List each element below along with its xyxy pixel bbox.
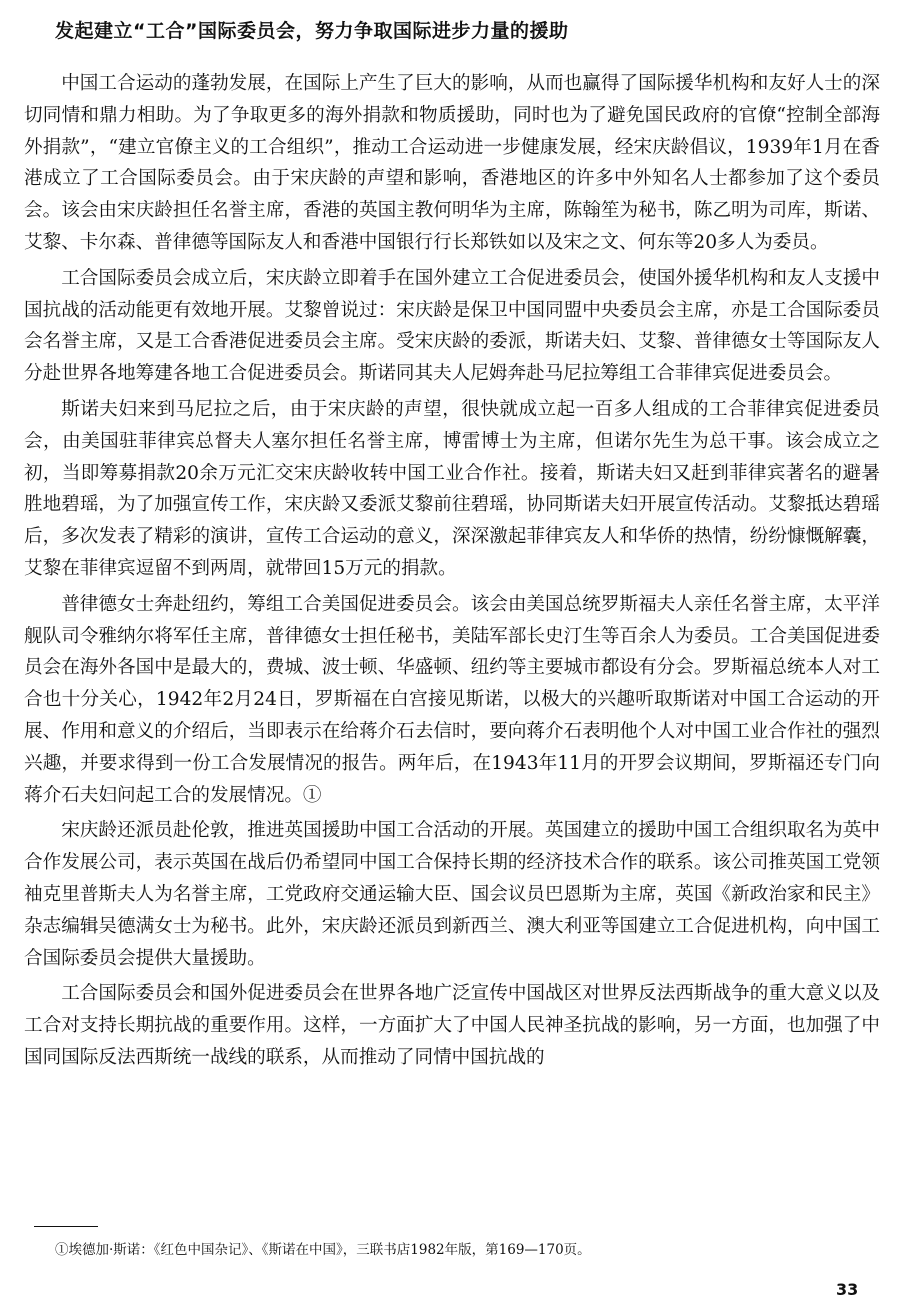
paragraph-6: 工合国际委员会和国外促进委员会在世界各地广泛宣传中国战区对世界反法西斯战争的重大意义以及工合对支持长期抗战的重要作用。这样，一方面扩大了中国人民神圣抗战的影响，另一方面，也加强了中国同国际反法西斯统一战线的联系，从而推动了同情中国抗战的	[24, 983, 880, 1068]
paragraph-5: 宋庆龄还派员赴伦敦，推进英国援助中国工合活动的开展。英国建立的援助中国工合组织取名为英中合作发展公司，表示英国在战后仍希望同中国工合保持长期的经济技术合作的联系。该公司推英国工党领袖克里普斯夫人为名誉主席，工党政府交通运输大臣、国会议员巴恩斯为主席，英国《新政治家和民主》杂志编辑吴德满女士为秘书。此外，宋庆龄还派员到新西兰、澳大利亚等国建立工合促进机构，向中国工合国际委员会提供大量援助。	[24, 820, 880, 969]
section-heading: 发起建立“工合”国际委员会，努力争取国际进步力量的援助	[55, 20, 569, 42]
page-number: 33	[836, 1280, 859, 1299]
paragraph-3: 斯诺夫妇来到马尼拉之后，由于宋庆龄的声望，很快就成立起一百多人组成的工合菲律宾促进委员会，由美国驻菲律宾总督夫人塞尔担任名誉主席，博雷博士为主席，但诺尔先生为总干事。该会成立之初，当即筹募捐款20余万元汇交宋庆龄收转中国工业合作社。接着，斯诺夫妇又赶到菲律宾著名的避暑胜地碧瑶，为了加强宣传工作，宋庆龄又委派艾黎前往碧瑶，协同斯诺夫妇开展宣传活动。艾黎抵达碧瑶后，多次发表了精彩的演讲，宣传工合运动的意义，深深激起菲律宾友人和华侨的热情，纷纷慷慨解囊，艾黎在菲律宾逗留不到两周，就带回15万元的捐款。	[24, 398, 880, 579]
body-text	[24, 68, 880, 1078]
paragraph-4: 普律德女士奔赴纽约，筹组工合美国促进委员会。该会由美国总统罗斯福夫人亲任名誉主席，太平洋舰队司令雅纳尔将军任主席，普律德女士担任秘书，美陆军部长史汀生等百余人为委员。工合美国促进委员会在海外各国中是最大的，费城、波士顿、华盛顿、纽约等主要城市都设有分会。罗斯福总统本人对工合也十分关心，1942年2月24日，罗斯福在白宫接见斯诺，以极大的兴趣听取斯诺对中国工合运动的开展、作用和意义的介绍后，当即表示在给蒋介石去信时，要向蒋介石表明他个人对中国工业合作社的强烈兴趣，并要求得到一份工合发展情况的报告。两年后，在1943年11月的开罗会议期间，罗斯福还专门向蒋介石夫妇问起工合的发展情况。①	[24, 593, 880, 806]
paragraph-1: 中国工合运动的蓬勃发展，在国际上产生了巨大的影响，从而也赢得了国际援华机构和友好人士的深切同情和鼎力相助。为了争取更多的海外捐款和物质援助，同时也为了避免国民政府的官僚“控制全部海外捐款”，“建立官僚主义的工合组织”，推动工合运动进一步健康发展，经宋庆龄倡议，1939年1月在香港成立了工合国际委员会。由于宋庆龄的声望和影响，香港地区的许多中外知名人士都参加了这个委员会。该会由宋庆龄担任名誉主席，香港的英国主教何明华为主席，陈翰笙为秘书，陈乙明为司库，斯诺、艾黎、卡尔森、普律德等国际友人和香港中国银行行长郑铁如以及宋之文、何东等20多人为委员。	[24, 73, 880, 253]
footnote-divider	[34, 1226, 98, 1227]
footnote: ①埃德加·斯诺：《红色中国杂记》、《斯诺在中国》，三联书店1982年版，第169—170页。	[55, 1242, 591, 1258]
paragraph-2: 工合国际委员会成立后，宋庆龄立即着手在国外建立工合促进委员会，使国外援华机构和友人支援中国抗战的活动能更有效地开展。艾黎曾说过：宋庆龄是保卫中国同盟中央委员会主席，亦是工合国际委员会名誉主席，又是工合香港促进委员会主席。受宋庆龄的委派，斯诺夫妇、艾黎、普律德女士等国际友人分赴世界各地筹建各地工合促进委员会。斯诺同其夫人尼姆奔赴马尼拉筹组工合菲律宾促进委员会。	[24, 267, 880, 385]
